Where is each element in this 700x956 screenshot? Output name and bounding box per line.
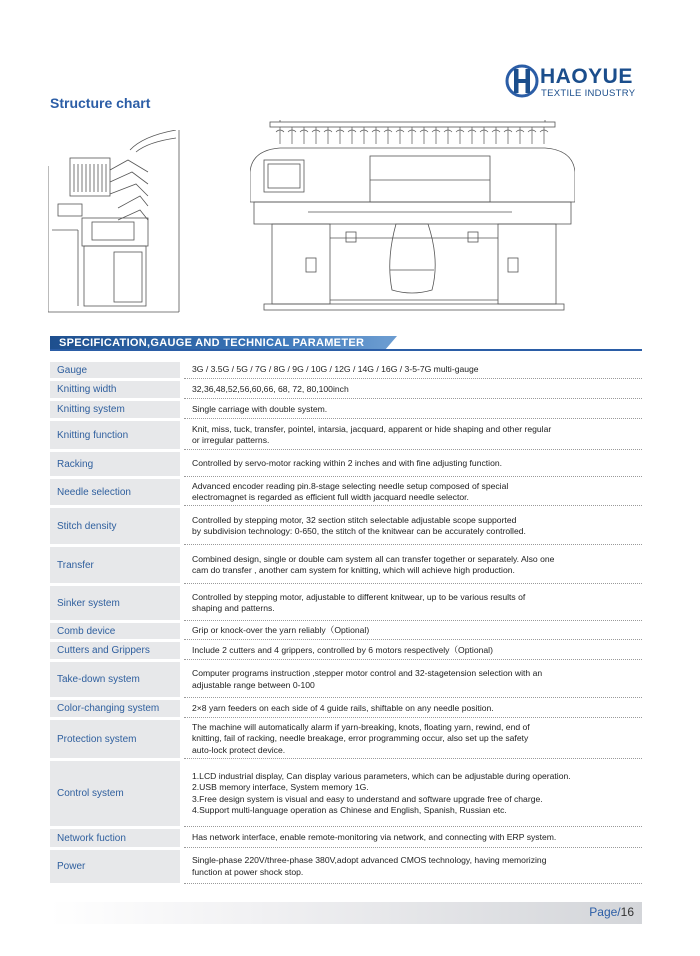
row-divider — [184, 847, 642, 848]
spec-label: Network fuction — [50, 829, 180, 847]
spec-value-line: Controlled by stepping motor, 32 section stitch selectable adjustable scope supported — [192, 514, 517, 525]
page-footer — [50, 902, 642, 924]
machine-side-view-drawing — [48, 130, 183, 315]
spec-row — [50, 508, 642, 547]
spec-value-line: 32,36,48,52,56,60,66, 68, 72, 80,100inch — [192, 383, 349, 394]
row-divider — [184, 378, 642, 379]
row-divider — [184, 826, 642, 827]
spec-value — [192, 508, 642, 544]
spec-value-line: 1.LCD industrial display, Can display various parameters, which can be adjustable during operation. — [192, 770, 571, 781]
spec-value-line: The machine will automatically alarm if yarn-breaking, knots, floating yarn, rewind, end of — [192, 721, 530, 732]
spec-value-line: Grip or knock-over the yarn reliably（Optional) — [192, 625, 370, 636]
spec-label: Sinker system — [50, 586, 180, 620]
logo-mark-icon — [505, 63, 539, 99]
spec-label: Needle selection — [50, 479, 180, 505]
spec-label: Knitting function — [50, 421, 180, 449]
spec-label: Knitting system — [50, 401, 180, 418]
spec-row — [50, 829, 642, 850]
row-divider — [184, 583, 642, 584]
spec-row — [50, 586, 642, 623]
page-label: Page — [589, 905, 618, 919]
banner-underline — [50, 349, 642, 351]
spec-row — [50, 479, 642, 508]
page-number: 16 — [620, 905, 634, 919]
row-divider — [184, 697, 642, 698]
spec-value-line: by subdivision technology: 0-650, the stitch of the knitwear can be accurately controlled. — [192, 526, 526, 536]
row-divider — [184, 758, 642, 759]
spec-value-line: Knit, miss, tuck, transfer, pointel, intarsia, jacquard, apparent or hide shaping and other regular — [192, 423, 552, 434]
spec-value — [192, 421, 642, 449]
spec-value — [192, 720, 642, 758]
spec-value — [192, 623, 642, 639]
spec-row — [50, 761, 642, 829]
section-title: SPECIFICATION,GAUGE AND TECHNICAL PARAMETER — [59, 337, 365, 349]
spec-value-line: or irregular patterns. — [192, 435, 270, 445]
spec-value — [192, 586, 642, 620]
spec-label: Gauge — [50, 362, 180, 378]
spec-value-line: Controlled by servo-motor racking within 2 inches and with fine adjusting function. — [192, 458, 503, 469]
spec-value-line: 4.Support multi-language operation as Chinese and English, Spanish, Russian etc. — [192, 805, 507, 815]
spec-label: Transfer — [50, 547, 180, 583]
spec-label: Comb device — [50, 623, 180, 639]
spec-row — [50, 362, 642, 381]
spec-label: Color-changing system — [50, 700, 180, 717]
spec-row — [50, 381, 642, 401]
spec-label: Take-down system — [50, 662, 180, 697]
spec-value-line: 2.USB memory interface, System memory 1G. — [192, 782, 369, 792]
spec-label: Knitting width — [50, 381, 180, 398]
spec-value-line: Controlled by stepping motor, adjustable to different knitwear, up to be various results of — [192, 591, 526, 602]
spec-value-line: Include 2 cutters and 4 grippers, controlled by 6 motors respectively（Optional) — [192, 644, 493, 655]
spec-value — [192, 662, 642, 697]
spec-value — [192, 700, 642, 717]
spec-value-line: shaping and patterns. — [192, 603, 275, 613]
row-divider — [184, 639, 642, 640]
spec-value — [192, 401, 642, 418]
spec-row — [50, 401, 642, 421]
spec-value-line: Advanced encoder reading pin.8-stage selecting needle setup composed of special — [192, 480, 509, 491]
spec-label: Control system — [50, 761, 180, 826]
row-divider — [184, 398, 642, 399]
row-divider — [184, 476, 642, 477]
spec-row — [50, 452, 642, 479]
spec-row — [50, 421, 642, 452]
spec-label: Racking — [50, 452, 180, 476]
spec-label: Stitch density — [50, 508, 180, 544]
spec-row — [50, 623, 642, 642]
row-divider — [184, 883, 642, 884]
row-divider — [184, 544, 642, 545]
spec-row — [50, 850, 642, 886]
spec-row — [50, 700, 642, 720]
spec-value-line: Has network interface, enable remote-monitoring via network, and connecting with ERP system. — [192, 832, 557, 843]
spec-row — [50, 662, 642, 700]
spec-value — [192, 381, 642, 398]
machine-front-view-drawing — [250, 120, 575, 315]
row-divider — [184, 449, 642, 450]
row-divider — [184, 505, 642, 506]
spec-value-line: auto-lock protect device. — [192, 744, 286, 755]
structure-chart-title: Structure chart — [50, 95, 151, 111]
logo-subtitle-text: TEXTILE INDUSTRY — [541, 88, 636, 99]
spec-value-line: Combined design, single or double cam system all can transfer together or separately. Also one — [192, 553, 555, 564]
company-logo — [505, 63, 645, 103]
logo-brand-text: HAOYUE — [540, 65, 633, 88]
spec-value-line: Computer programs instruction ,stepper motor control and 32-stagetension selection with an — [192, 668, 543, 678]
page-separator: / — [617, 905, 621, 919]
row-divider — [184, 659, 642, 660]
spec-label: Protection system — [50, 720, 180, 758]
row-divider — [184, 620, 642, 621]
spec-label: Power — [50, 850, 180, 883]
spec-value-line: knitting, fail of racking, needle breakage, error programming occur, also set up the safety — [192, 733, 529, 744]
spec-value — [192, 850, 642, 883]
section-banner — [50, 334, 642, 360]
spec-value — [192, 452, 642, 476]
spec-value-line: electromagnet is regarded as efficient full width jacquard needle selector. — [192, 492, 469, 502]
row-divider — [184, 717, 642, 718]
spec-value — [192, 362, 642, 378]
spec-row — [50, 642, 642, 662]
spec-label: Cutters and Grippers — [50, 642, 180, 659]
spec-value-line: 2×8 yarn feeders on each side of 4 guide rails, shiftable on any needle position. — [192, 702, 494, 713]
row-divider — [184, 418, 642, 419]
spec-value-line: function at power shock stop. — [192, 866, 304, 877]
spec-row — [50, 547, 642, 586]
spec-value-line: adjustable range between 0-100 — [192, 679, 315, 690]
spec-value — [192, 761, 642, 826]
spec-value — [192, 642, 642, 659]
spec-value — [192, 547, 642, 583]
spec-row — [50, 720, 642, 761]
spec-value-line: cam do transfer , another cam system for knitting, which will achieve high production. — [192, 565, 515, 575]
spec-value-line: Single carriage with double system. — [192, 403, 328, 414]
spec-value — [192, 479, 642, 505]
spec-value-line: 3G / 3.5G / 5G / 7G / 8G / 9G / 10G / 12G / 14G / 16G / 3-5-7G multi-gauge — [192, 364, 479, 375]
spec-value — [192, 829, 642, 847]
page-indicator — [589, 905, 634, 919]
spec-value-line: 3.Free design system is visual and easy to understand and software upgrade free of charge. — [192, 793, 543, 804]
spec-value-line: Single-phase 220V/three-phase 380V,adopt advanced CMOS technology, having memorizing — [192, 855, 547, 865]
